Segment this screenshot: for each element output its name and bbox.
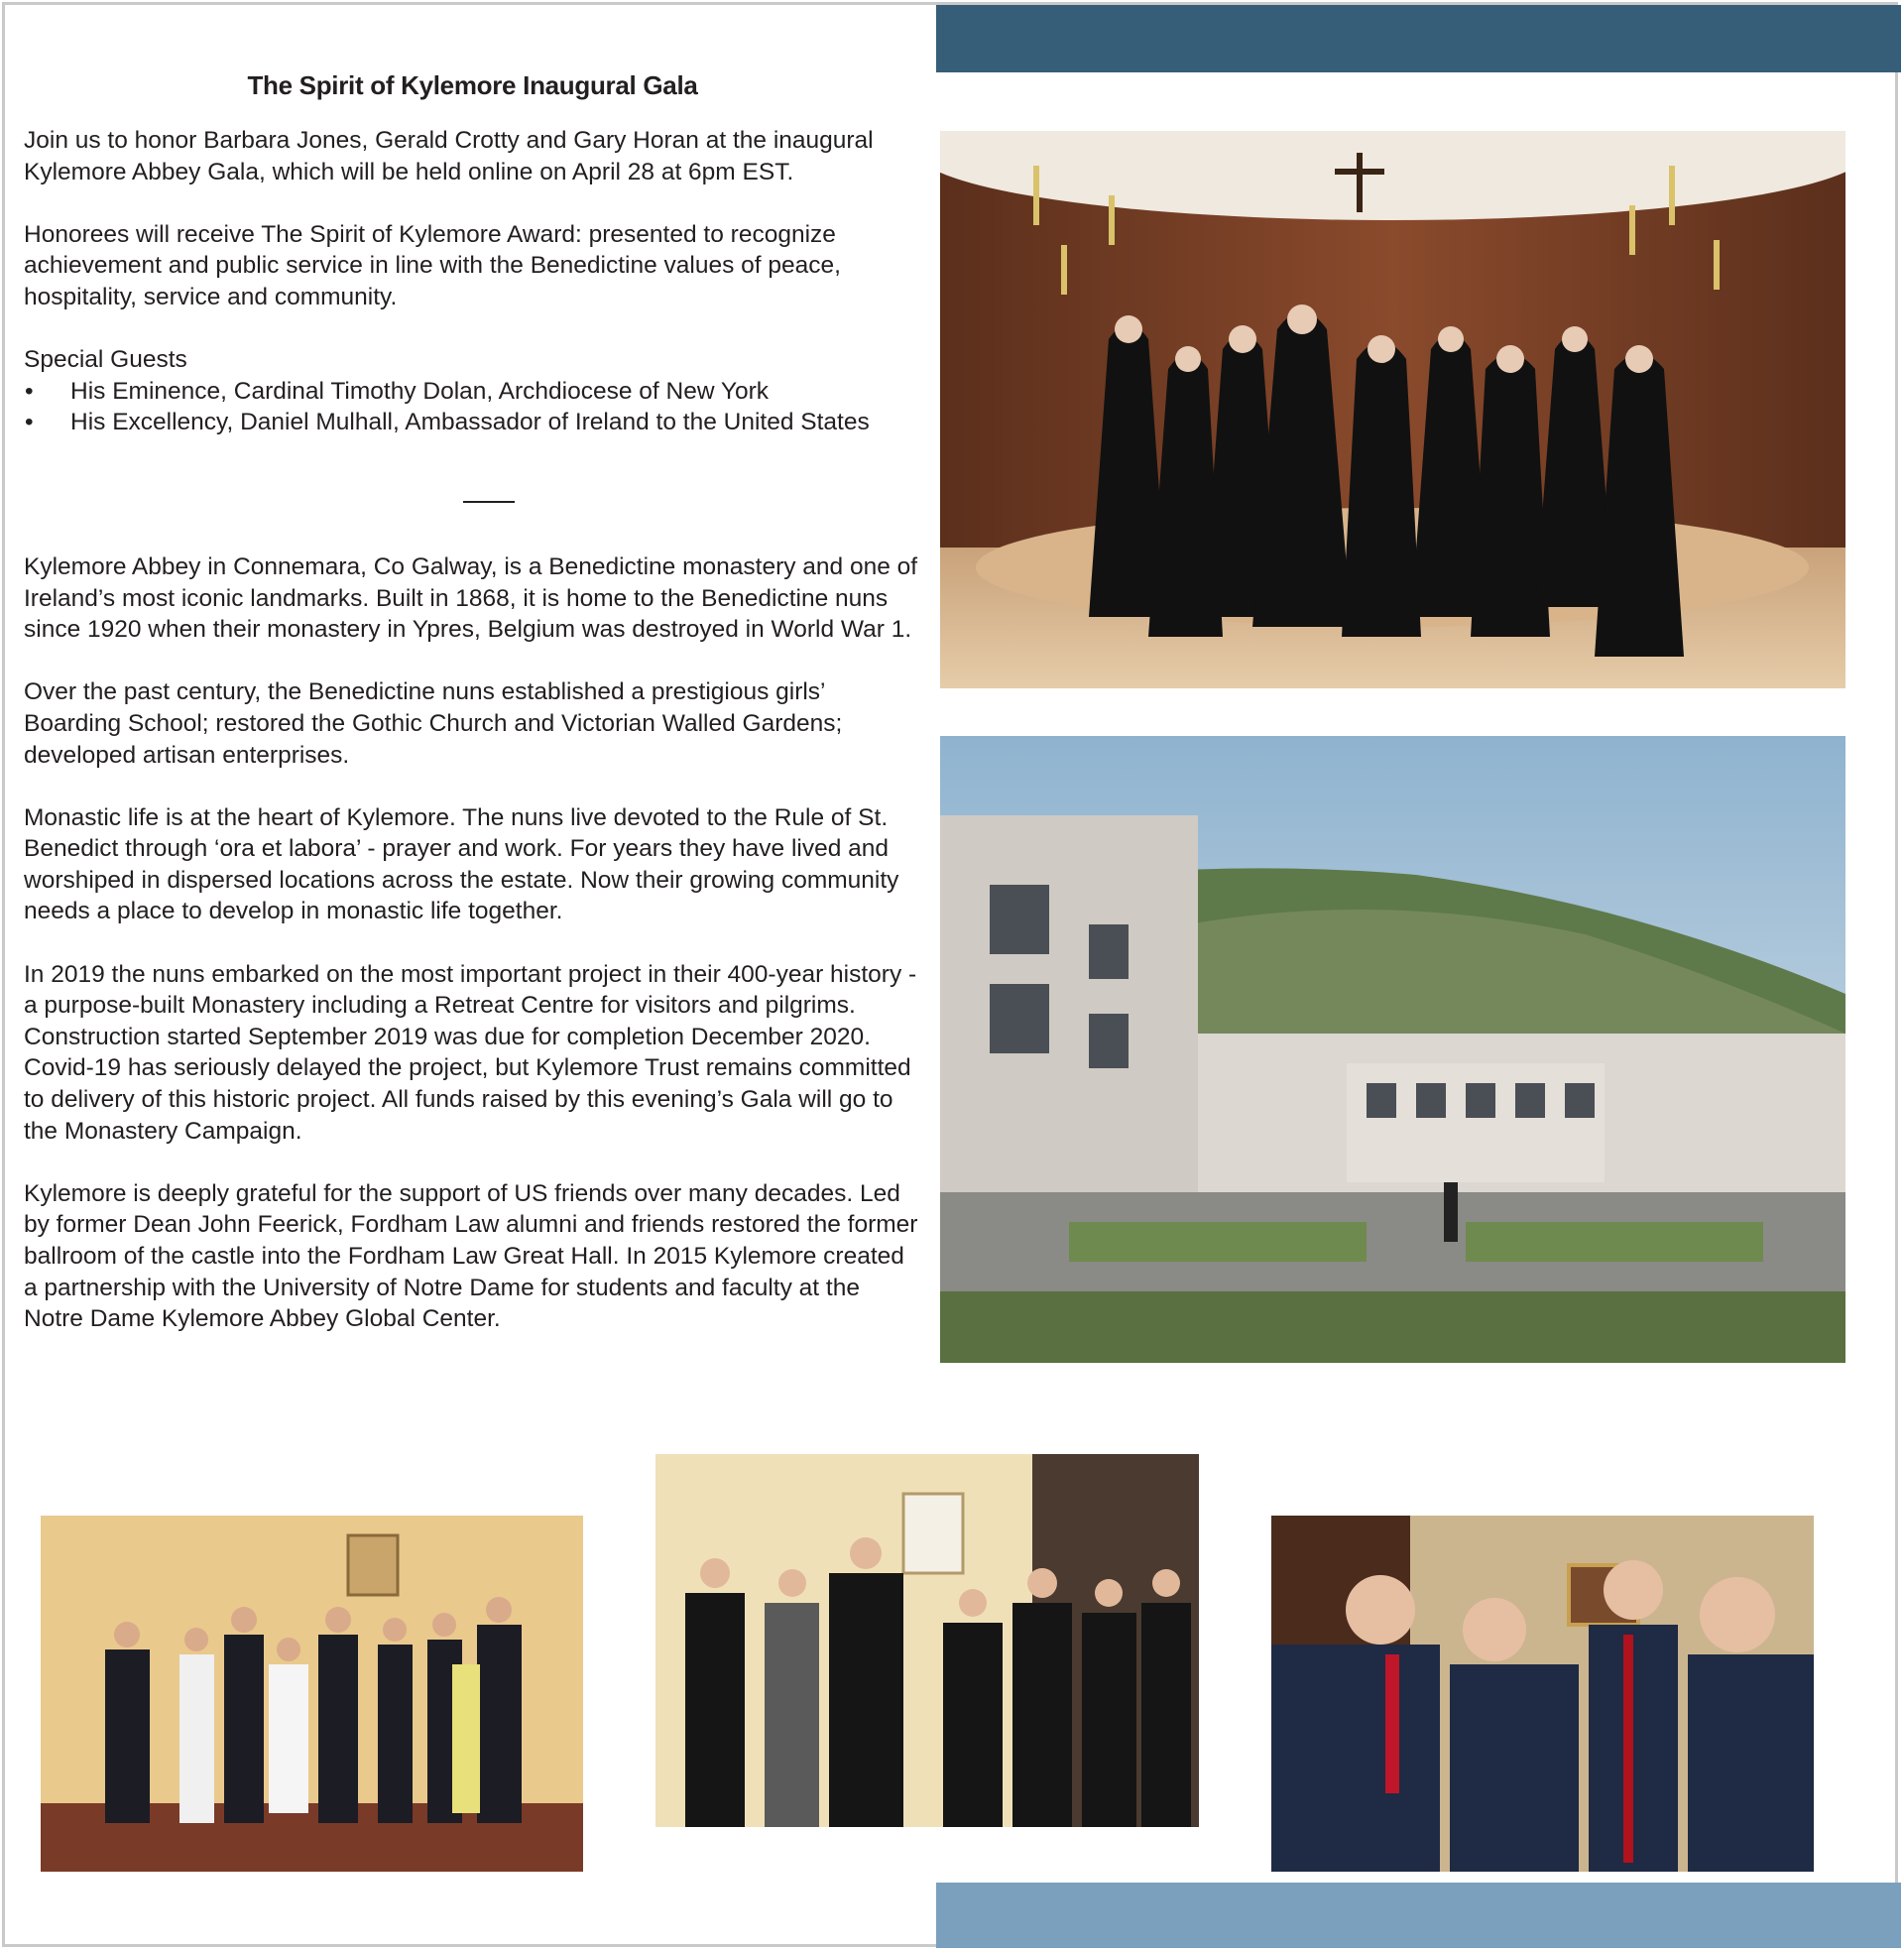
- monastic-life-paragraph: Monastic life is at the heart of Kylemore. The nuns live devoted to the Rule of St. Benedict through ‘ora et labora’ - prayer and work. For years they have lived and worshiped in dispersed locations across the estate. Now their growing community needs a place to develop in monastic life together.: [24, 803, 899, 925]
- monastery-rendering-photo: [940, 736, 1845, 1363]
- intro-paragraph: Join us to honor Barbara Jones, Gerald Crotty and Gary Horan at the inaugural Kylemore Abbey Gala, which will be held online on April 28 at 6pm EST.: [24, 127, 874, 185]
- top-accent-bar: [936, 5, 1901, 72]
- guest-item: • His Excellency, Daniel Mulhall, Ambassador of Ireland to the United States: [24, 407, 921, 438]
- article-title: The Spirit of Kylemore Inaugural Gala: [247, 70, 698, 100]
- gala-guests-photo-2: [655, 1454, 1199, 1827]
- gala-guests-photo-1: [41, 1516, 583, 1872]
- article-text-column: [24, 65, 921, 1366]
- section-divider: [463, 501, 515, 503]
- bottom-accent-bar: [936, 1883, 1901, 1948]
- gratitude-paragraph: Kylemore is deeply grateful for the support of US friends over many decades. Led by former Dean John Feerick, Fordham Law alumni and friends restored the former ballroom of the castle into the Fordham Law Great Hall. In 2015 Kylemore created a partnership with the University of Notre Dame for students and faculty at the Notre Dame Kylemore Abbey Global Center.: [24, 1179, 918, 1333]
- achievements-paragraph: Over the past century, the Benedictine nuns established a prestigious girls’ Boarding School; restored the Gothic Church and Victorian Walled Gardens; developed artisan enterprises.: [24, 678, 843, 769]
- guest-item: • His Eminence, Cardinal Timothy Dolan, Archdiocese of New York: [24, 376, 921, 408]
- guests-list: [24, 376, 921, 438]
- nuns-chapel-photo: [940, 131, 1845, 688]
- award-paragraph: Honorees will receive The Spirit of Kylemore Award: presented to recognize achievement and public service in line with the Benedictine values of peace, hospitality, service and community.: [24, 220, 841, 310]
- gala-guests-photo-3: [1271, 1516, 1814, 1872]
- project-paragraph: In 2019 the nuns embarked on the most important project in their 400-year history - a purpose-built Monastery including a Retreat Centre for visitors and pilgrims. Construction started September 2019 was due for completion December 2020. Covid-19 has seriously delayed the project, but Kylemore Trust remains committed to delivery of this historic project. All funds raised by this evening’s Gala will go to the Monastery Campaign.: [24, 960, 917, 1145]
- guests-heading: Special Guests: [24, 346, 187, 374]
- history-paragraph: Kylemore Abbey in Connemara, Co Galway, is a Benedictine monastery and one of Ireland’s most iconic landmarks. Built in 1868, it is home to the Benedictine nuns since 1920 when their monastery in Ypres, Belgium was destroyed in World War 1.: [24, 552, 918, 644]
